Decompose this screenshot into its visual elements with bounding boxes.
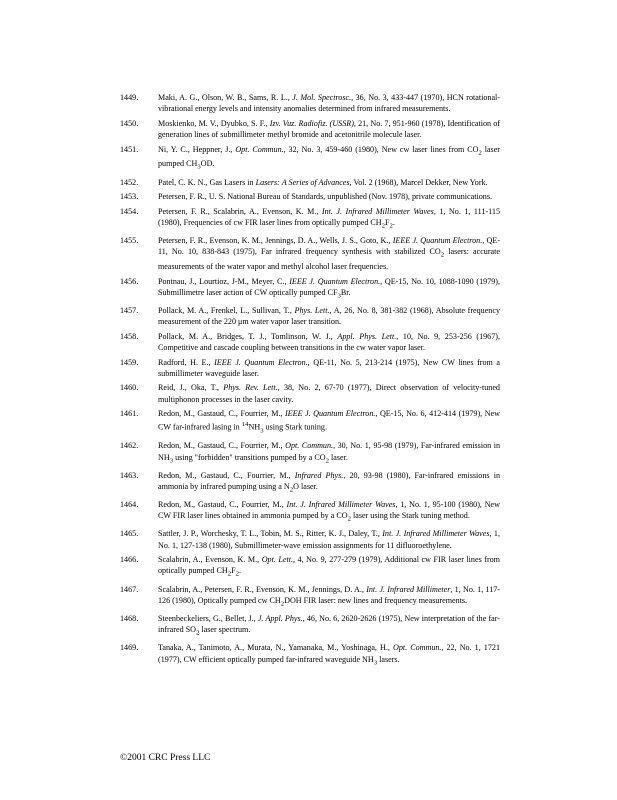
reference-text: Scalabrin, A., Petersen, F. R., Evenson, K. M., Jennings, D. A., Int. J. Infrared Millimeter, 1, No. 1, 117-126 (1980), Optically pumped cw $CH_2DOH$ FIR laser: new lines and frequency measurements.	[158, 584, 501, 608]
reference-entry	[120, 528, 500, 551]
reference-text: Moskienko, M. V., Dyubko, S. F., Izv. Vuz. Radiofiz. (USSR), 21, No. 7, 951-960 (1978), Identification of generation lines of submillimeter methyl bromide and acetonitrile molecule laser.	[158, 118, 500, 140]
reference-number: 1452.	[120, 177, 139, 187]
reference-entry	[120, 235, 500, 273]
reference-text: Maki, A. G., Olson, W. B., Sams, R. L., J. Mol. Spectrosc., 36, No. 3, 433-447 (1970), HCN rotational-vibrational energy levels and intensity anomalies determined from infrared measurements.	[158, 93, 500, 114]
reference-entry	[120, 144, 500, 174]
reference-number: 1465.	[120, 529, 139, 539]
reference-text: Redon, M., Gastaud, C., Fourrier, M., IEEE J. Quantum Electron., QE-15, No. 6, 412-414 (1979), New CW far-infrared lasing in $^{14}NH_3$ using Stark tuning.	[158, 409, 500, 435]
reference-number: 1458.	[120, 331, 139, 341]
reference-number: 1457.	[120, 306, 139, 315]
reference-text: Pontnau, J., Lourtioz, J-M., Meyer, C., IEEE J. Quantum Electron., QE-15, No. 10, 1088-1090 (1979), Submillimetre laser action of CW optically pumped $CF_3Br$.	[158, 276, 501, 300]
reference-text: Patel, C. K. N., Gas Lasers in Lasers: A Series of Advances, Vol. 2 (1968), Marcel Dekker, New York.	[158, 177, 488, 187]
reference-number: 1468.	[120, 613, 139, 623]
reference-entry	[120, 584, 500, 610]
reference-entry	[120, 177, 500, 188]
reference-number: 1453.	[120, 192, 139, 202]
copyright-footer: ©2001 CRC Press LLC	[120, 753, 211, 763]
reference-text: Petersen, F. R., Scalabrin, A., Evenson, K. M., Int. J. Infrared Millimeter Waves, 1, No. 1, 111-115 (1980), Frequencies of cw FIR laser lines from optically pumped $CH_2F_2$.	[158, 206, 501, 230]
reference-number: 1450.	[120, 118, 139, 128]
reference-entry	[120, 554, 500, 580]
reference-text: Pollack, M. A., Bridges, T. J., Tomlinson, W. J., Appl. Phys. Lett., 10, No. 9, 253-256 (1967), Competitive and cascade coupling between transitions in the cw water vapor laser.	[158, 331, 500, 353]
reference-text: Ni, Y. C., Heppner, J., Opt. Commun., 32, No. 3, 459-460 (1980), New cw laser lines from $CO_2$ laser pumped $CH_3OD$.	[158, 144, 500, 172]
reference-text: Redon, M., Gastaud, C., Fourrier, M., Opt. Commun., 30, No. 1, 95-98 (1979), Far-infrared emission in $NH_3$ using "forbidden" transitions pumped by a $CO_2$ laser.	[158, 441, 500, 465]
reference-number: 1466.	[120, 555, 139, 565]
reference-entry	[120, 118, 500, 141]
reference-text: Pollack, M. A., Frenkel, L., Sullivan, T., Phys. Lett., A, 26, No. 8, 381-382 (1968), Absolute frequency measurement of the 220 μm water vapor laser transition.	[158, 306, 500, 327]
reference-text: Scalabrin, A., Evenson, K. M., Opt. Lett., 4, No. 9, 277-279 (1979), Additional cw FIR laser lines from optically pumped $CH_2F_2$.	[158, 555, 500, 579]
reference-text: Reid, J., Oka, T., Phys. Rev. Lett., 38, No. 2, 67-70 (1977), Direct observation of velocity-tuned multiphonon processes in the laser cavity.	[158, 383, 500, 404]
reference-entry	[120, 206, 500, 232]
reference-number: 1463.	[120, 470, 139, 480]
reference-entry	[120, 642, 500, 668]
reference-entry	[120, 92, 500, 115]
reference-number: 1454.	[120, 206, 139, 216]
reference-number: 1460.	[120, 383, 139, 393]
reference-entry	[120, 408, 500, 437]
reference-entry	[120, 440, 500, 466]
reference-number: 1467.	[120, 584, 139, 594]
reference-list	[120, 92, 500, 672]
reference-number: 1464.	[120, 499, 139, 509]
reference-text: Petersen, F. R., U. S. National Bureau of Standards, unpublished (Nov. 1978), private communications.	[158, 192, 492, 202]
reference-entry	[120, 305, 500, 328]
reference-text: Redon, M., Gastaud, C., Fourrier, M., Int. J. Infrared Millimeter Waves, 1, No. 1, 95-100 (1980), New CW FIR laser lines obtained in ammonia pumped by a $CO_2$ laser using the Stark tuning method.	[158, 499, 500, 523]
reference-text: Redon, M., Gastaud, C., Fourrier, M., Infrared Phys., 20, 93-98 (1980), Far-infrared emissions in ammonia by infrared pumping using a $N_2O$ laser.	[158, 470, 500, 494]
reference-entry	[120, 191, 500, 202]
reference-text: Radford, H. E., IEEE J. Quantum Electron., QE-11, No. 5, 213-214 (1975), New CW lines from a submillimeter waveguide laser.	[158, 357, 500, 378]
reference-number: 1449.	[120, 93, 139, 102]
reference-entry	[120, 470, 500, 496]
reference-number: 1469.	[120, 643, 139, 653]
reference-text: Tanaka, A., Tanimoto, A., Murata, N., Yamanaka, M., Yoshinaga, H., Opt. Commun., 22, No. 1, 1721 (1977), CW efficient optically pumped far-infrared waveguide $NH_3$ lasers.	[158, 643, 500, 667]
reference-entry	[120, 357, 500, 380]
reference-number: 1461.	[120, 409, 139, 419]
reference-number: 1455.	[120, 235, 139, 245]
reference-text: Petersen, F. R., Evenson, K. M., Jennings, D. A., Wells, J. S., Goto, K., IEEE J. Quantum Electron., QE-11, No. 10, 838-843 (1975), Far infrared frequency synthesis with stabilized $CO_2$ lasers: accurate measurements of the water vapor and methyl alcohol laser frequencies.	[158, 235, 501, 272]
reference-text: Sattler, J. P., Worchesky, T. L., Tobin, M. S., Ritter, K. J., Daley, T., Int. J. Infrared Millimeter Waves, 1, No. 1, 127-138 (1980), Submillimeter-wave emission assignments for 11 difluoroethylene.	[158, 529, 500, 550]
reference-entry	[120, 499, 500, 525]
reference-text: Steenbeckeliers, G., Bellet, J., J. Appl. Phys., 46, No. 6, 2620-2626 (1975), New interpretation of the far-infrared $SO_2$ laser spectrum.	[158, 613, 500, 637]
reference-number: 1451.	[120, 144, 139, 154]
reference-entry	[120, 613, 500, 639]
reference-number: 1456.	[120, 276, 139, 286]
reference-number: 1462.	[120, 441, 139, 451]
reference-number: 1459.	[120, 357, 139, 367]
reference-entry	[120, 382, 500, 405]
reference-entry	[120, 276, 500, 302]
reference-entry	[120, 331, 500, 354]
